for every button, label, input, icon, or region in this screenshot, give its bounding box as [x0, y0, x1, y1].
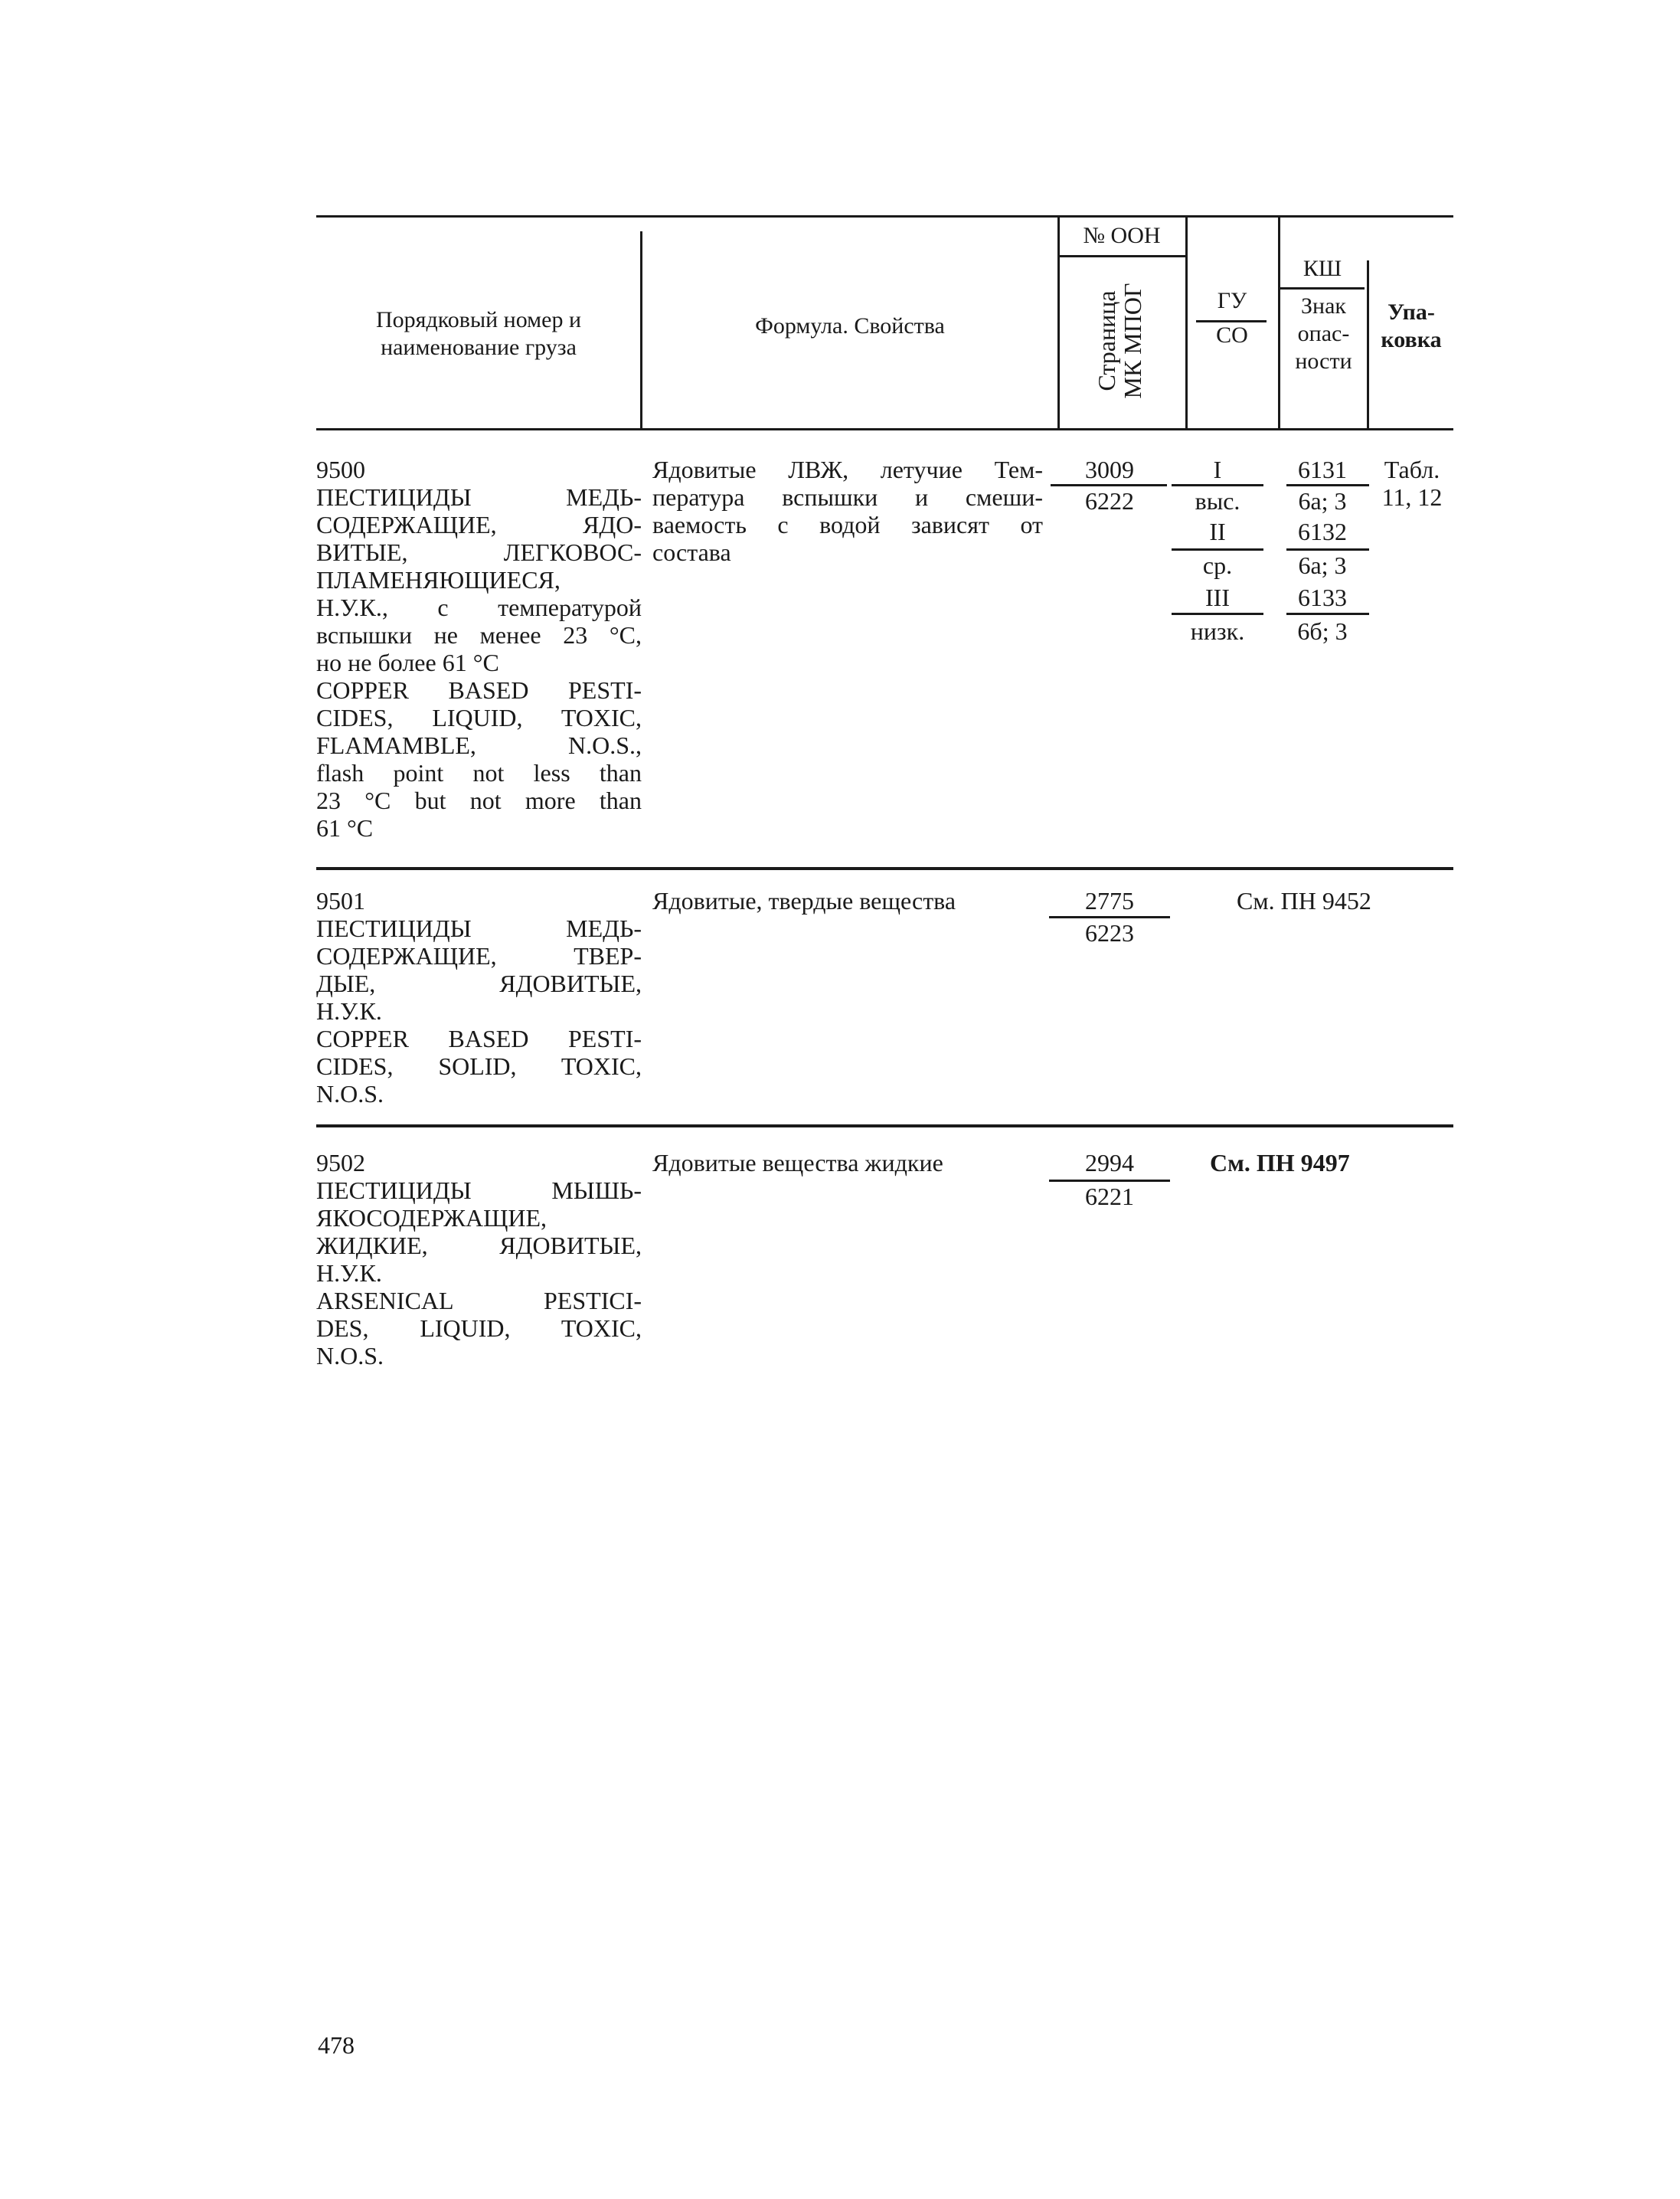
- row-9501-properties: Ядовитые, твердые вещества: [652, 887, 956, 915]
- page-number: 478: [318, 2031, 355, 2059]
- row-9500-ksh-line-2: [1286, 548, 1369, 551]
- header-page-rotated: Страница МК МПОГ: [1093, 283, 1146, 399]
- row-9500-properties: Ядовитые ЛВЖ, летучие Тем- пература вспышки и смеши- ваемость с водой зависят от состава: [652, 456, 1043, 566]
- header-packing: Упа- ковка: [1381, 299, 1442, 352]
- header-ksh-underline: [1280, 287, 1365, 290]
- row-9500-znak-2: 6а; 3: [1298, 551, 1347, 579]
- row-9500-un-fraction-line: [1051, 484, 1167, 486]
- header-divider-1: [640, 231, 642, 428]
- row-9500-ksh-1: 6131: [1298, 456, 1347, 483]
- row-9501-see-reference: См. ПН 9452: [1237, 887, 1371, 915]
- row-9500-so-2: ср.: [1202, 551, 1233, 579]
- header-un-underline: [1060, 255, 1185, 257]
- row-9502-properties: Ядовитые вещества жидкие: [652, 1149, 943, 1176]
- header-so: СО: [1216, 322, 1248, 348]
- row-9500-gu-1: I: [1213, 456, 1222, 483]
- row-9500-un-number: 3009: [1085, 456, 1134, 483]
- row-9501-un-number: 2775: [1085, 887, 1134, 915]
- row-9500-ksh-line-1: [1286, 484, 1369, 486]
- header-gu: ГУ: [1217, 288, 1247, 313]
- row-9500-znak-3: 6б; 3: [1297, 617, 1348, 645]
- header-danger-sign: Знак опас- ности: [1295, 293, 1352, 374]
- header-bottom-rule: [316, 428, 1453, 430]
- row-9502-name: 9502 ПЕСТИЦИДЫ МЫШЬ- ЯКОСОДЕРЖАЩИЕ, ЖИДКИЕ, ЯДОВИТЫЕ, Н.У.К. ARSENICAL PESTICI- DES, LIQUID, TOXIC, N.O.S.: [316, 1149, 642, 1369]
- row-9500-gu-line-2: [1172, 548, 1263, 551]
- row-9500-page: 6222: [1085, 487, 1134, 515]
- row-9501-separator: [316, 1124, 1453, 1127]
- row-9501-page: 6223: [1085, 919, 1134, 947]
- row-9502-un-fraction-line: [1049, 1180, 1170, 1182]
- row-9500-ksh-2: 6132: [1298, 518, 1347, 545]
- header-cargo-name: Порядковый номер и наименование груза: [376, 307, 581, 360]
- row-9500-separator: [316, 867, 1453, 870]
- row-9500-ksh-line-3: [1286, 613, 1369, 615]
- row-9500-so-3: низк.: [1190, 617, 1245, 645]
- row-9501-un-fraction-line: [1049, 916, 1170, 918]
- row-9500-name: 9500 ПЕСТИЦИДЫ МЕДЬ- СОДЕРЖАЩИЕ, ЯДО- ВИТЫЕ, ЛЕГКОВОС- ПЛАМЕНЯЮЩИЕСЯ, Н.У.К., с температурой вспышки не менее 23 °С, но не более 61 °С COPPER BASED PESTI- CIDES, LIQUID, TOXIC, FLAMAMBLE, N.O.S., flash point not less than 23 °С but not more than 61 °С: [316, 456, 642, 842]
- row-9500-gu-line-1: [1172, 484, 1263, 486]
- header-formula: Формула. Свойства: [755, 313, 945, 339]
- row-9502-un-number: 2994: [1085, 1149, 1134, 1176]
- header-divider-2: [1057, 218, 1060, 428]
- header-un-number: № ООН: [1083, 223, 1161, 248]
- row-9500-gu-2: II: [1209, 518, 1226, 545]
- header-top-rule: [316, 215, 1453, 218]
- row-9500-gu-3: III: [1205, 584, 1230, 611]
- row-9500-gu-line-3: [1172, 613, 1263, 615]
- row-9500-so-1: выс.: [1195, 487, 1240, 515]
- row-9500-packing: Табл. 11, 12: [1381, 456, 1443, 511]
- row-9502-see-reference: См. ПН 9497: [1210, 1149, 1350, 1176]
- row-9500-ksh-3: 6133: [1298, 584, 1347, 611]
- row-9502-page: 6221: [1085, 1183, 1134, 1210]
- row-9500-znak-1: 6а; 3: [1298, 487, 1347, 515]
- header-ksh: КШ: [1302, 256, 1342, 281]
- row-9501-name: 9501 ПЕСТИЦИДЫ МЕДЬ- СОДЕРЖАЩИЕ, ТВЕР- ДЫЕ, ЯДОВИТЫЕ, Н.У.К. COPPER BASED PESTI- CIDES, SOLID, TOXIC, N.O.S.: [316, 887, 642, 1108]
- header-divider-3: [1185, 218, 1188, 428]
